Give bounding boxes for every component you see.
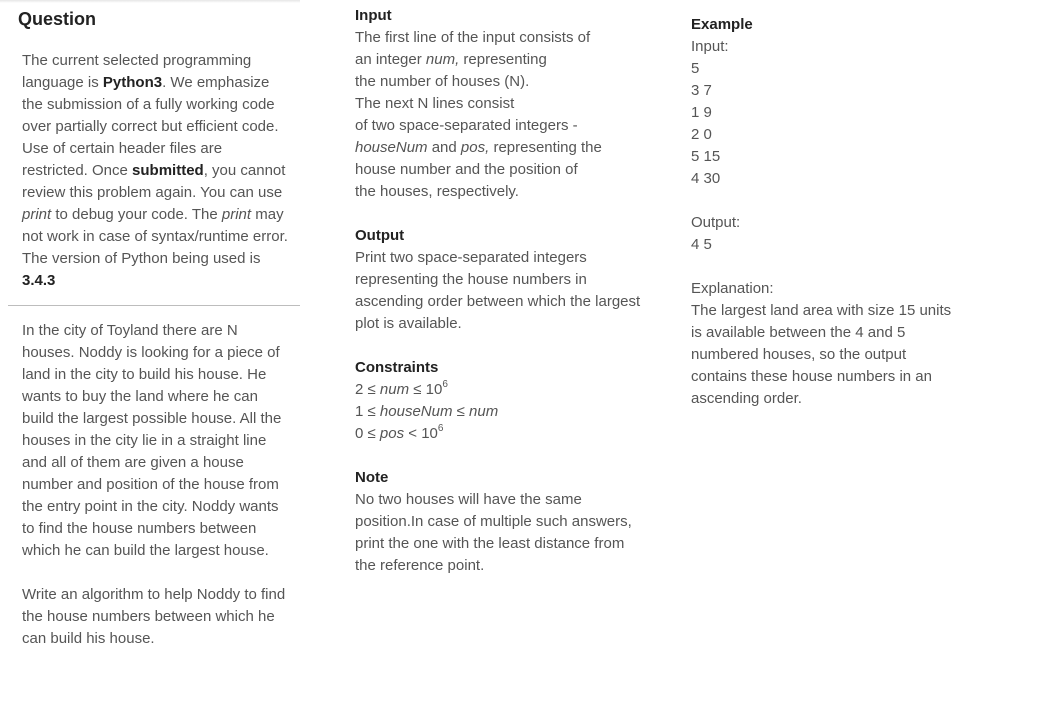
example-explanation: The largest land area with size 15 units is available between the 4 and 5 numbered houses, so the output contains these house numbers in an ascending order. bbox=[691, 302, 952, 407]
problem-paragraph: In the city of Toyland there are N houses. Noddy is looking for a piece of land in the city to build his house. He wants to buy the land where he can build the largest possible house. All the houses in the city lie in a straight line and all of them are given a house number and position of the house from the entry point in the city. Noddy wants to find the house numbers between which he can build the largest house. bbox=[22, 322, 282, 559]
intro-text: may not work in case of syntax/runtime error. The version of Python being used is bbox=[22, 206, 288, 267]
top-shadow bbox=[0, 0, 300, 3]
spacer bbox=[691, 190, 991, 212]
constraint-text: ≤ 10 bbox=[409, 381, 443, 398]
num-var: num bbox=[379, 381, 410, 398]
constraint-line bbox=[355, 401, 645, 423]
example-input-line: 5 15 bbox=[691, 148, 721, 165]
spacer bbox=[355, 335, 645, 357]
spacer bbox=[355, 445, 645, 467]
constraint-text: 0 ≤ bbox=[355, 425, 380, 442]
constraint-line bbox=[355, 423, 645, 445]
example-input-line: 5 bbox=[691, 60, 700, 77]
intro-text: , you cannot review this problem again. You can use bbox=[22, 162, 286, 201]
num-var: num, bbox=[425, 51, 460, 68]
example-output-label: Output: bbox=[691, 214, 741, 231]
housenum-var: houseNum bbox=[355, 139, 428, 156]
intro-text: The current selected programming language is bbox=[22, 52, 252, 91]
input-line: the number of houses (N). bbox=[355, 73, 530, 90]
input-line: The first line of the input consists of bbox=[355, 29, 591, 46]
print-word: print bbox=[22, 206, 52, 223]
example-explanation-label: Explanation: bbox=[691, 280, 774, 297]
intro-paragraph bbox=[22, 50, 292, 292]
constraint-text: 2 ≤ bbox=[355, 381, 380, 398]
input-text: representing the bbox=[489, 139, 602, 156]
output-heading: Output bbox=[355, 227, 405, 244]
print-word: print bbox=[221, 206, 252, 223]
note-heading: Note bbox=[355, 469, 389, 486]
housenum-var: houseNum bbox=[379, 403, 453, 420]
example-input-line: 1 9 bbox=[691, 104, 712, 121]
exponent: 6 bbox=[437, 423, 444, 434]
input-text: an integer bbox=[355, 51, 426, 68]
example-input-line: 2 0 bbox=[691, 126, 712, 143]
example-output-value: 4 5 bbox=[691, 236, 712, 253]
pos-var: pos bbox=[379, 425, 405, 442]
problem-statement bbox=[22, 320, 292, 650]
input-line bbox=[355, 49, 645, 71]
num-var: num bbox=[469, 403, 499, 420]
input-line: of two space-separated integers - bbox=[355, 117, 578, 134]
input-line: The next N lines consist bbox=[355, 95, 515, 112]
input-text: representing bbox=[459, 51, 547, 68]
input-heading: Input bbox=[355, 7, 392, 24]
example-column bbox=[691, 14, 991, 410]
note-text: No two houses will have the same position.In case of multiple such answers, print the one with the least distance from the reference point. bbox=[355, 491, 632, 574]
spec-column bbox=[355, 5, 645, 577]
constraint-text: 1 ≤ bbox=[355, 403, 380, 420]
exponent: 6 bbox=[442, 379, 448, 390]
example-input-label: Input: bbox=[691, 38, 729, 55]
example-heading: Example bbox=[691, 16, 753, 33]
section-divider bbox=[8, 305, 300, 306]
pos-var: pos, bbox=[460, 139, 490, 156]
language-name: Python3 bbox=[102, 74, 163, 91]
question-title: Question bbox=[18, 9, 97, 29]
input-line bbox=[355, 137, 645, 159]
task-paragraph: Write an algorithm to help Noddy to find the house numbers between which he can build his house. bbox=[22, 586, 286, 647]
submitted-word: submitted bbox=[132, 162, 204, 179]
intro-text: to debug your code. The bbox=[51, 206, 222, 223]
example-input-line: 4 30 bbox=[691, 170, 721, 187]
spacer bbox=[22, 562, 292, 584]
constraint-line bbox=[355, 379, 645, 401]
spacer bbox=[691, 256, 991, 278]
input-line: the houses, respectively. bbox=[355, 183, 519, 200]
input-text: and bbox=[427, 139, 461, 156]
constraints-heading: Constraints bbox=[355, 359, 439, 376]
example-input-line: 3 7 bbox=[691, 82, 712, 99]
constraint-text: < 10 bbox=[404, 425, 438, 442]
spacer bbox=[355, 203, 645, 225]
constraint-text: ≤ bbox=[452, 403, 470, 420]
question-intro bbox=[22, 50, 292, 292]
output-description: Print two space-separated integers representing the house numbers in ascending order between which the largest plot is available. bbox=[355, 249, 641, 332]
python-version: 3.4.3 bbox=[22, 272, 56, 289]
intro-text: . We emphasize the submission of a fully working code over partially correct but efficient code. Use of certain header files are restricted. Once bbox=[22, 74, 279, 179]
input-line: house number and the position of bbox=[355, 161, 578, 178]
